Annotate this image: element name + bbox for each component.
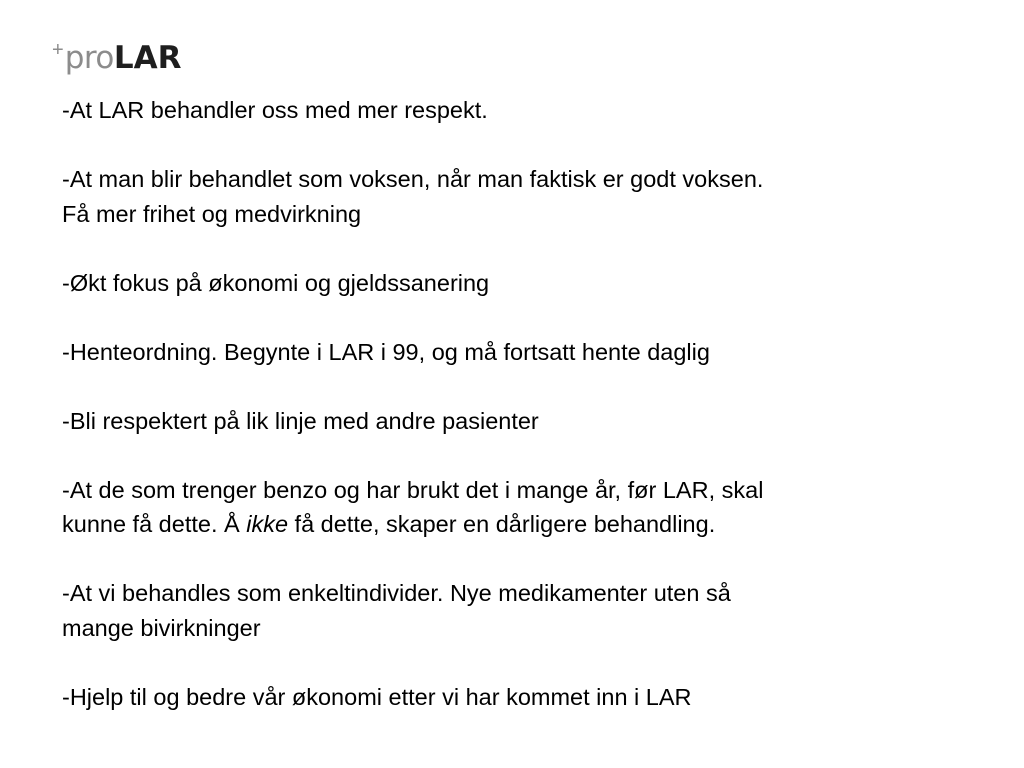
text-line: Få mer frihet og medvirkning <box>62 200 362 227</box>
logo-plus-mark: + <box>52 39 64 61</box>
text-line: mange bivirkninger <box>62 614 261 641</box>
logo-text-pro: pro <box>64 40 114 76</box>
text-line <box>62 507 962 542</box>
text-line: -Henteordning. Begynte i LAR i 99, og må fortsatt hente daglig <box>62 338 710 365</box>
list-item <box>62 335 962 370</box>
list-item <box>62 266 962 301</box>
text-segment: kunne få dette. Å <box>62 511 247 537</box>
logo-text-lar: LAR <box>113 40 182 76</box>
text-line: -At de som trenger benzo og har brukt det i mange år, før LAR, skal <box>62 476 764 503</box>
list-item <box>62 576 962 645</box>
list-item <box>62 404 962 439</box>
text-line: -Hjelp til og bedre vår økonomi etter vi har kommet inn i LAR <box>62 683 692 710</box>
bullet-list <box>62 93 962 714</box>
text-line: -Økt fokus på økonomi og gjeldssanering <box>62 269 490 296</box>
prolar-logo <box>52 40 182 80</box>
list-item <box>62 162 962 231</box>
text-line: -Bli respektert på lik linje med andre pasienter <box>62 407 539 434</box>
list-item <box>62 680 962 715</box>
list-item <box>62 93 962 128</box>
text-line: -At vi behandles som enkeltindivider. Nye medikamenter uten så <box>62 580 731 606</box>
text-line: -At LAR behandler oss med mer respekt. <box>62 97 488 123</box>
text-line: -At man blir behandlet som voksen, når man faktisk er godt voksen. <box>62 166 764 192</box>
text-segment: få dette, skaper en dårligere behandling. <box>288 511 716 537</box>
list-item <box>62 473 962 542</box>
emphasis-text: ikke <box>246 511 289 537</box>
